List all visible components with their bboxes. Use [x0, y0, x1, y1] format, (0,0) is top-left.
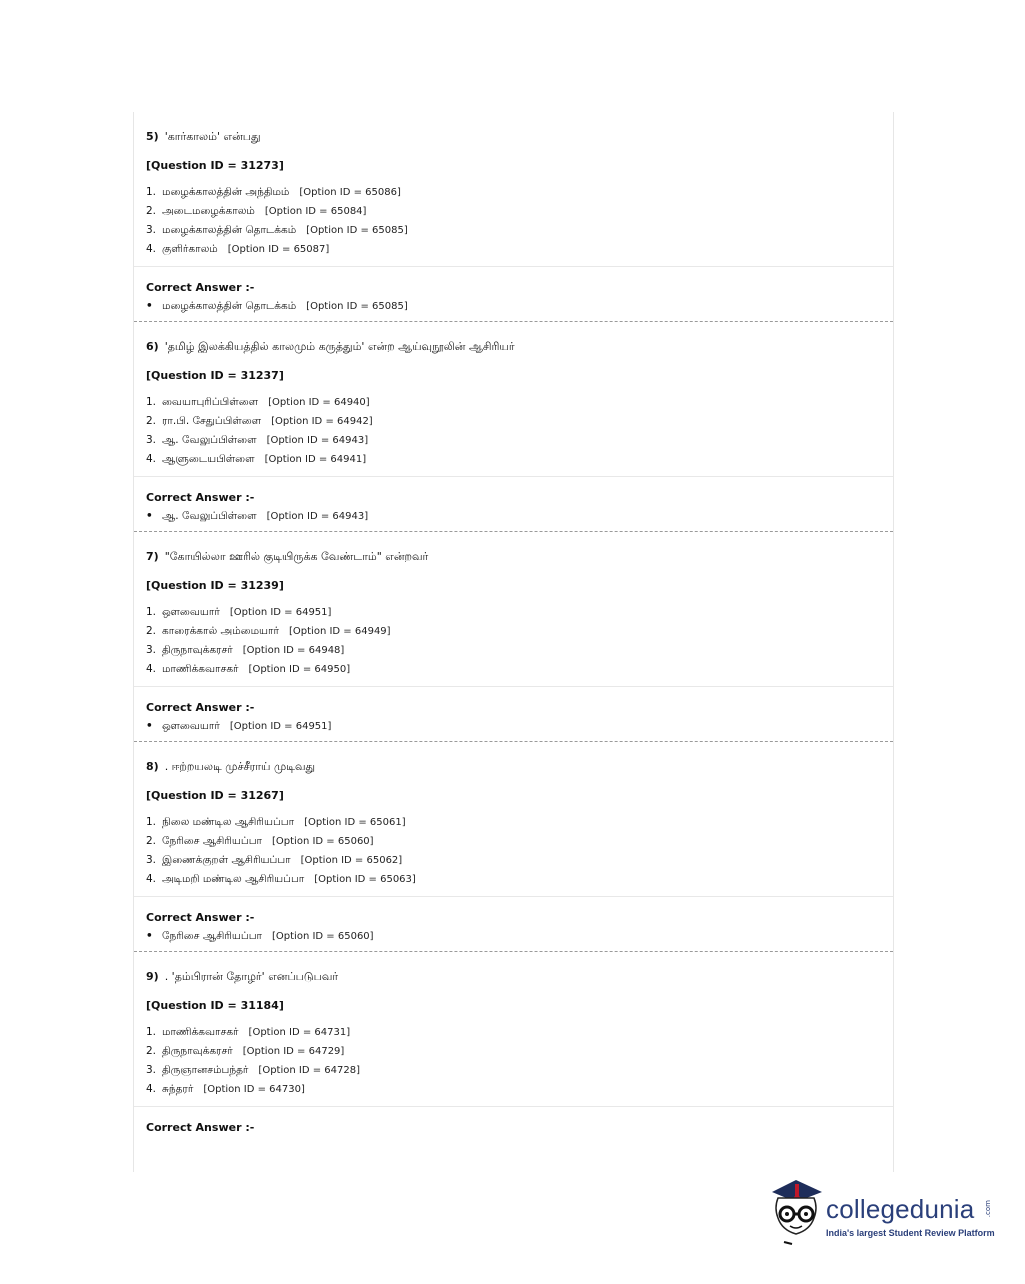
question-title: 7) "கோயில்லா ஊரில் குடியிருக்க வேண்டாம்" என்றவர் — [146, 550, 429, 563]
option-item: 3. ஆ. வேலுப்பிள்ளை [Option ID = 64943] — [146, 434, 369, 446]
question-title: 5) 'கார்காலம்' என்பது — [146, 130, 261, 143]
correct-answer-label: Correct Answer :- — [146, 701, 255, 714]
option-item: 1. மாணிக்கவாசகர் [Option ID = 64731] — [146, 1026, 351, 1038]
answer-divider — [134, 476, 893, 477]
collegedunia-logo — [768, 1178, 998, 1248]
question-id: [Question ID = 31239] — [146, 579, 284, 592]
correct-answer-label: Correct Answer :- — [146, 911, 255, 924]
bullet-icon: • — [146, 720, 153, 732]
answer-block — [134, 273, 893, 321]
logo-suffix: .com — [984, 1200, 992, 1218]
question-title: 8) . ஈற்றயலடி முச்சீராய் முடிவது — [146, 760, 316, 773]
option-item: 3. இணைக்குறள் ஆசிரியப்பா [Option ID = 65062] — [146, 854, 403, 866]
question-block — [134, 532, 893, 693]
correct-answer-label: Correct Answer :- — [146, 281, 255, 294]
option-item: 1. வையாபுரிப்பிள்ளை [Option ID = 64940] — [146, 396, 370, 408]
question-block — [134, 952, 893, 1113]
option-item: 4. ஆளுடையபிள்ளை [Option ID = 64941] — [146, 453, 367, 465]
option-item: 4. குளிர்காலம் [Option ID = 65087] — [146, 243, 330, 255]
option-item: 2. அடைமழைக்காலம் [Option ID = 65084] — [146, 205, 367, 217]
answer-divider — [134, 686, 893, 687]
answer-block — [134, 693, 893, 741]
bullet-icon: • — [146, 930, 153, 942]
answer-block — [134, 483, 893, 531]
option-item: 2. ரா.பி. சேதுப்பிள்ளை [Option ID = 64942] — [146, 415, 373, 427]
option-list — [146, 816, 881, 886]
answer-block — [134, 1113, 893, 1148]
correct-answer: • ஆ. வேலுப்பிள்ளை [Option ID = 64943] — [146, 510, 369, 522]
question-id: [Question ID = 31273] — [146, 159, 284, 172]
option-item: 2. திருநாவுக்கரசர் [Option ID = 64729] — [146, 1045, 345, 1057]
option-item: 4. மாணிக்கவாசகர் [Option ID = 64950] — [146, 663, 351, 675]
correct-answer-label: Correct Answer :- — [146, 491, 255, 504]
logo-tagline: India's largest Student Review Platform — [826, 1228, 995, 1238]
question-title: 9) . 'தம்பிரான் தோழர்' எனப்படுபவர் — [146, 970, 339, 983]
correct-answer: • ஔவையார் [Option ID = 64951] — [146, 720, 332, 732]
option-item: 4. சுந்தரர் [Option ID = 64730] — [146, 1083, 305, 1095]
question-id: [Question ID = 31237] — [146, 369, 284, 382]
option-item: 1. நிலை மண்டில ஆசிரியப்பா [Option ID = 65061] — [146, 816, 406, 828]
option-list — [146, 396, 881, 466]
answer-divider — [134, 1106, 893, 1107]
option-item: 2. நேரிசை ஆசிரியப்பா [Option ID = 65060] — [146, 835, 374, 847]
option-item: 3. திருஞானசம்பந்தர் [Option ID = 64728] — [146, 1064, 360, 1076]
option-item: 2. காரைக்கால் அம்மையார் [Option ID = 64949] — [146, 625, 391, 637]
option-item: 3. மழைக்காலத்தின் தொடக்கம் [Option ID = 65085] — [146, 224, 408, 236]
answer-divider — [134, 896, 893, 897]
question-id: [Question ID = 31267] — [146, 789, 284, 802]
question-id: [Question ID = 31184] — [146, 999, 284, 1012]
bullet-icon: • — [146, 510, 153, 522]
answer-divider — [134, 266, 893, 267]
question-title: 6) 'தமிழ் இலக்கியத்தில் காலமும் கருத்தும்' என்ற ஆய்வுநூலின் ஆசிரியர் — [146, 340, 515, 353]
question-block — [134, 112, 893, 273]
student-mascot-icon — [768, 1178, 826, 1248]
correct-answer-label: Correct Answer :- — [146, 1121, 255, 1134]
correct-answer: • மழைக்காலத்தின் தொடக்கம் [Option ID = 65085] — [146, 300, 408, 312]
bullet-icon: • — [146, 300, 153, 312]
logo-wordmark: collegedunia — [826, 1194, 975, 1224]
answer-block — [134, 903, 893, 951]
question-sheet — [133, 112, 894, 1172]
option-item: 1. மழைக்காலத்தின் அந்திமம் [Option ID = 65086] — [146, 186, 401, 198]
question-block — [134, 742, 893, 903]
option-list — [146, 1026, 881, 1096]
correct-answer: • நேரிசை ஆசிரியப்பா [Option ID = 65060] — [146, 930, 374, 942]
option-item: 3. திருநாவுக்கரசர் [Option ID = 64948] — [146, 644, 345, 656]
option-list — [146, 606, 881, 676]
option-item: 1. ஔவையார் [Option ID = 64951] — [146, 606, 332, 618]
option-item: 4. அடிமறி மண்டில ஆசிரியப்பா [Option ID = 65063] — [146, 873, 416, 885]
option-list — [146, 186, 881, 256]
question-block — [134, 322, 893, 483]
